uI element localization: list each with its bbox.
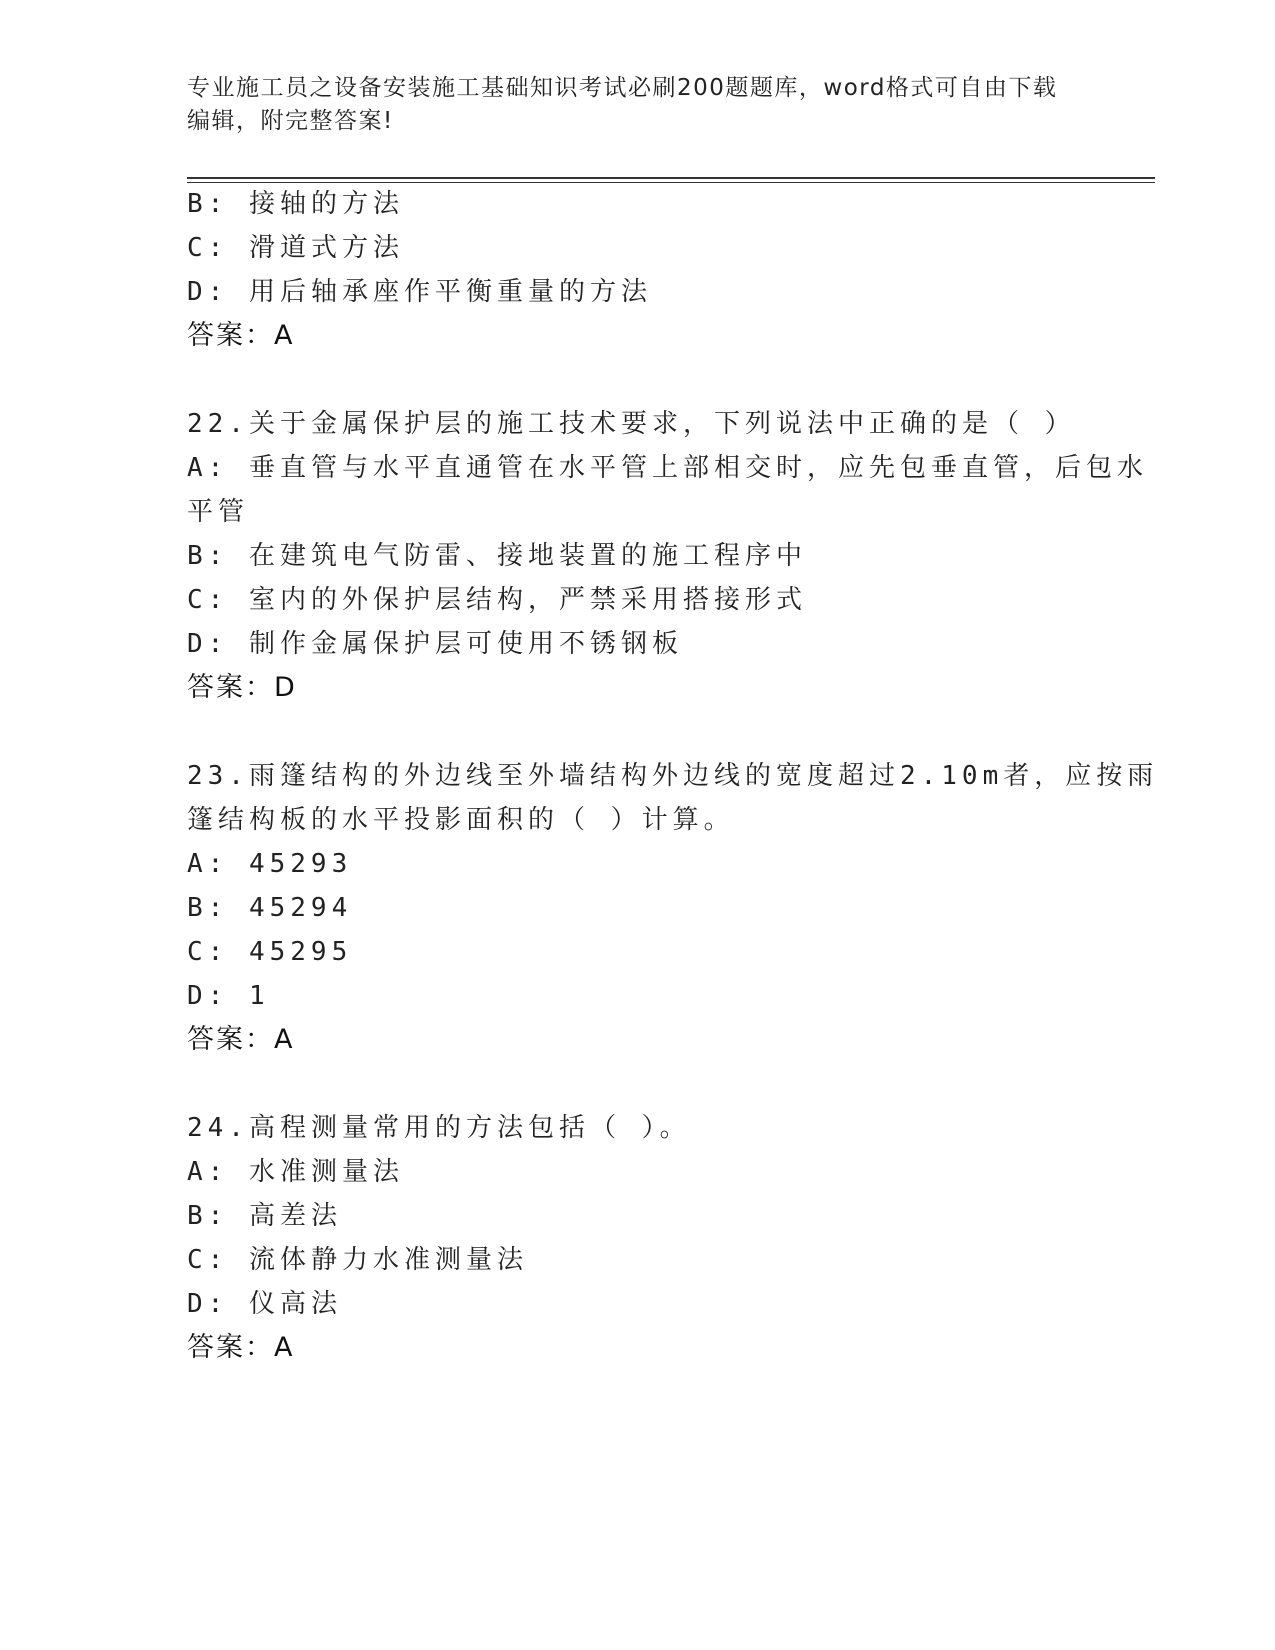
q23-option-b: B: 45294 [187,893,353,923]
q23-option-a: A: 45293 [187,849,353,879]
q22-option-d: D: 制作金属保护层可使用不锈钢板 [187,629,683,659]
header-divider-thick [187,177,1155,179]
header-divider-thin [187,182,1155,183]
q21-option-c: C: 滑道式方法 [187,233,404,263]
q21-answer: 答案：A [187,320,295,351]
header-title-line1: 专业施工员之设备安装施工基础知识考试必刷200题题库，word格式可自由下载 [187,75,1058,101]
q21-option-b: B: 接轴的方法 [187,189,404,219]
q23-option-c: C: 45295 [187,937,353,967]
q22-option-b: B: 在建筑电气防雷、接地装置的施工程序中 [187,541,807,571]
q22-answer: 答案：D [187,672,297,703]
q24-option-a: A: 水准测量法 [187,1157,404,1187]
q22-option-c: C: 室内的外保护层结构，严禁采用搭接形式 [187,585,807,615]
q22-option-a-line2: 平管 [187,497,250,527]
q24-answer: 答案：A [187,1332,295,1363]
q23-option-d: D: 1 [187,981,270,1011]
q24-option-b: B: 高差法 [187,1201,342,1231]
q23-question-line2: 篷结构板的水平投影面积的（ ）计算。 [187,805,735,835]
document-header [187,72,1067,138]
q23-answer: 答案：A [187,1024,295,1055]
q23-question-line1: 23.雨篷结构的外边线至外墙结构外边线的宽度超过2.10m者，应按雨 [187,761,1159,791]
q24-question: 24.高程测量常用的方法包括（ ）。 [187,1113,691,1143]
q22-option-a-line1: A: 垂直管与水平直通管在水平管上部相交时，应先包垂直管，后包水 [187,453,1148,483]
header-title-line2: 编辑，附完整答案! [187,108,394,134]
q24-option-d: D: 仪高法 [187,1289,342,1319]
q21-option-d: D: 用后轴承座作平衡重量的方法 [187,277,652,307]
q24-option-c: C: 流体静力水准测量法 [187,1245,528,1275]
q22-question: 22.关于金属保护层的施工技术要求，下列说法中正确的是（ ） [187,409,1076,439]
